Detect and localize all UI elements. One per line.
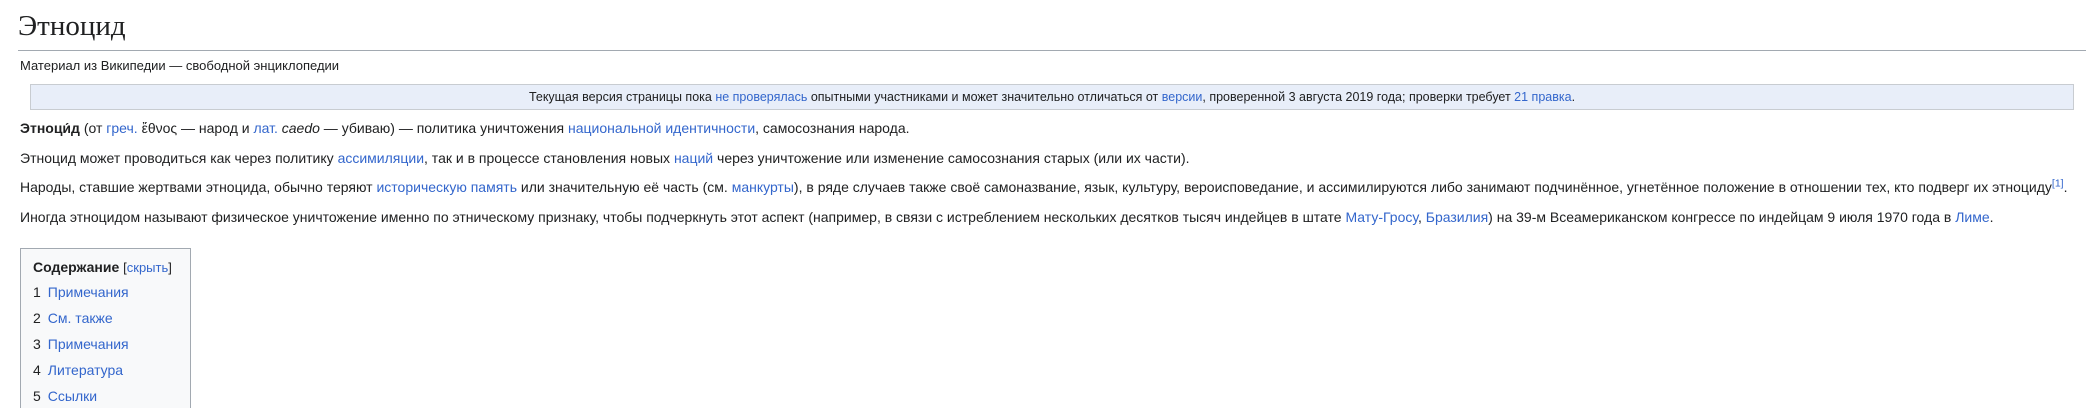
superscript-reference: [2052, 178, 2064, 190]
text-segment: ), в ряде случаев также своё самоназвание, язык, культуру, вероисповедание, и ассимилируются либо занимают подчинённое, угнетённое положение в отношении тех, кто подверг их этноциду: [793, 179, 2052, 196]
text-segment: .: [1571, 89, 1576, 104]
toc-toggle: [123, 260, 172, 275]
toc-item-link[interactable]: Литература: [47, 361, 124, 378]
wiki-link[interactable]: не проверялась: [715, 89, 808, 104]
toc-item-number: 2: [33, 309, 41, 326]
site-subtitle: Материал из Википедии — свободной энциклопедии: [20, 57, 340, 73]
flagged-revisions-banner: [30, 84, 2074, 110]
text-segment: ) на 39-м Всеамериканском конгрессе по индейцам 9 июля 1970 года в: [1488, 209, 1956, 225]
text-segment: .: [1989, 209, 1994, 225]
text-segment: , проверенной 3 августа 2019 года; проверки требует: [1202, 89, 1515, 104]
table-of-contents: [20, 248, 191, 408]
text-segment: (от: [79, 119, 107, 136]
text-segment: — убиваю) — политика уничтожения: [319, 119, 568, 136]
toc-item-number: 5: [33, 387, 41, 404]
text-segment: .: [2063, 179, 2068, 196]
wiki-link[interactable]: Мату-Гросу: [1345, 209, 1418, 225]
text-segment: опытными участниками и может значительно отличаться от: [807, 89, 1162, 104]
toc-item-link[interactable]: Ссылки: [47, 387, 98, 404]
toc-item-number: 4: [33, 361, 41, 378]
text-segment: , так и в процессе становления новых: [424, 149, 674, 166]
wiki-link[interactable]: лат.: [253, 119, 278, 136]
text-segment: ἔθνος — народ и: [137, 119, 254, 136]
toc-item-number: 1: [33, 283, 41, 300]
toc-bracket-close: ]: [168, 259, 172, 275]
toc-item-link[interactable]: Примечания: [47, 283, 129, 300]
wiki-link[interactable]: версии: [1161, 89, 1203, 104]
wiki-link[interactable]: ассимиляции: [337, 149, 425, 166]
text-segment: через уничтожение или изменение самосознания старых (или их части).: [713, 149, 1190, 166]
wiki-link[interactable]: греч.: [106, 119, 138, 136]
text-segment: Этноци́д: [20, 119, 80, 136]
text-segment: , самосознания народа.: [755, 119, 910, 136]
reference-link[interactable]: [1]: [2051, 177, 2064, 190]
toc-item-5: [33, 383, 172, 408]
toc-item-number: 3: [33, 335, 41, 352]
text-segment: Текущая версия страницы пока: [528, 89, 716, 104]
toc-item-link[interactable]: См. также: [47, 309, 113, 326]
toc-heading: Содержание: [33, 258, 120, 275]
toc-item-3: [33, 331, 172, 357]
wiki-link[interactable]: наций: [673, 149, 714, 166]
toc-bracket-open: [: [123, 259, 127, 275]
toc-hide-link[interactable]: скрыть: [126, 259, 169, 275]
paragraph-assimilation: [20, 148, 2086, 170]
wiki-link[interactable]: национальной идентичности: [568, 119, 756, 136]
paragraph-definition: [20, 118, 2086, 140]
paragraph-consequences: [20, 177, 2086, 199]
wiki-link[interactable]: 21 правка: [1514, 89, 1572, 104]
toc-item-1: [33, 279, 172, 305]
toc-list: [33, 279, 172, 408]
text-segment: или значительную её часть (см.: [516, 179, 732, 196]
toc-item-link[interactable]: Примечания: [47, 335, 129, 352]
text-segment: Народы, ставшие жертвами этноцида, обычно теряют: [20, 179, 377, 196]
wiki-link[interactable]: манкурты: [731, 179, 794, 196]
wiki-link[interactable]: Бразилия: [1425, 209, 1489, 225]
text-segment: Этноцид может проводиться как через политику: [20, 149, 338, 166]
flagged-revisions-banner-text: [529, 90, 1575, 104]
text-segment: caedo: [281, 119, 320, 136]
wiki-link[interactable]: историческую память: [376, 179, 517, 196]
text-segment: Иногда этноцидом называют физическое уничтожение именно по этническому признаку, чтобы подчеркнуть этот аспект (например, в связи с истреблением нескольких десятков тысяч индейцев в штате: [20, 209, 1346, 225]
text-segment: ,: [1417, 209, 1426, 225]
wiki-link[interactable]: Лиме: [1955, 209, 1990, 225]
page-title: Этноцид: [18, 8, 2086, 51]
paragraph-physical-destruction: [20, 207, 2086, 229]
toc-item-2: [33, 305, 172, 331]
toc-item-4: [33, 357, 172, 383]
toc-title: [33, 259, 172, 275]
